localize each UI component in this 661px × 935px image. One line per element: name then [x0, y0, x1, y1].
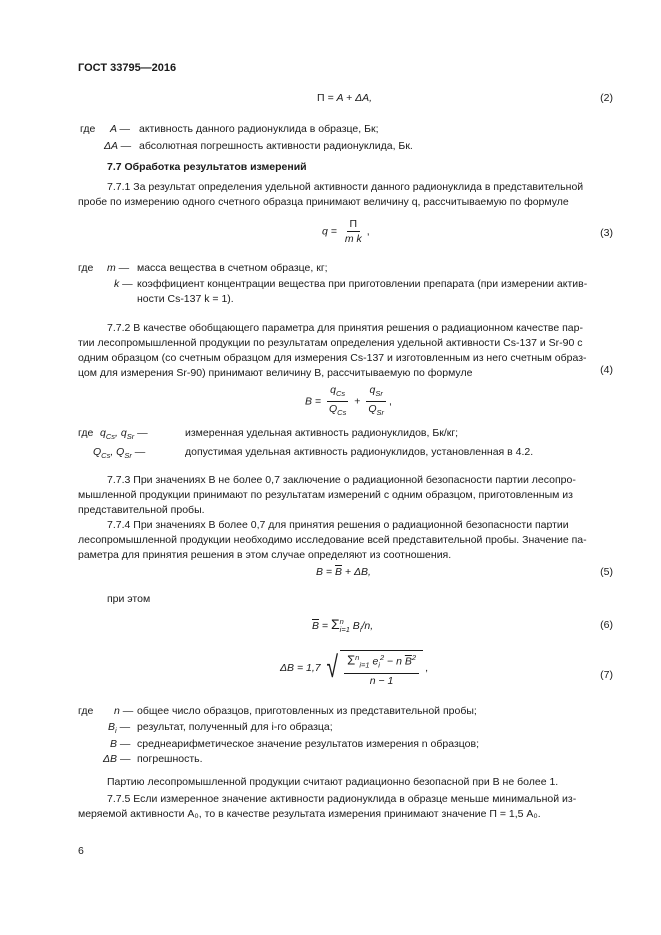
eq3-tail: ,: [366, 225, 370, 238]
eq5-lhs: B =: [316, 566, 333, 578]
equation-2: [317, 92, 372, 104]
def4-db-symbol: ΔB —: [103, 753, 131, 765]
eq7-tail: ,: [425, 662, 428, 675]
p772-line4: цом для измерения Sr-90) принимают величину B, рассчитываемую по формуле: [78, 367, 473, 379]
def4-bi-text: результат, полученный для i-го образца;: [137, 721, 333, 733]
def2-k-symbol: k —: [114, 278, 133, 290]
eq3-denominator: m k: [344, 233, 362, 245]
eq3-lhs: q =: [322, 225, 337, 238]
equation-4: [305, 384, 392, 419]
def4-bi-symbol: $B_i$ —: [108, 721, 131, 736]
p771-line2: пробе по измерению одного счетного образца принимают величину q, рассчитываемую по формуле: [78, 196, 569, 208]
def4-b-text: среднеарифметическое значение результатов измерения n образцов;: [137, 738, 480, 750]
def2-m-text: масса вещества в счетном образце, кг;: [137, 262, 328, 274]
eq4-plus: +: [354, 395, 361, 408]
equation-6: [312, 616, 373, 634]
eq3-numerator: П: [347, 218, 361, 232]
eq4-tail: ,: [388, 395, 392, 408]
eq2-lhs: П: [317, 92, 325, 104]
eq6-sum: Σ: [331, 616, 340, 632]
equation-3-number: (3): [600, 227, 613, 239]
def4-n-text: общее число образцов, приготовленных из представительной пробы;: [137, 705, 477, 717]
def1-lead: где: [80, 123, 96, 135]
pri-etom: при этом: [107, 593, 151, 605]
equation-5: [316, 566, 371, 578]
p772-line1: 7.7.2 В качестве обобщающего параметра для принятия решения о радиационном качестве пар-: [107, 322, 583, 334]
def4-n-symbol: n —: [114, 705, 134, 717]
def3-q-text: измеренная удельная активность радионуклидов, Бк/кг;: [185, 427, 459, 439]
equation-5-number: (5): [600, 566, 613, 578]
eq5-rhs: + ΔB,: [344, 566, 371, 578]
eq7-numerator: $\Sigma^n_{i=1}$ $e_i^2 - n$ $\overline{B}^2$: [344, 652, 419, 674]
eq7-sqrt: [324, 650, 423, 687]
def4-b-symbol: B —: [110, 738, 131, 750]
def1-a-text: активность данного радионуклида в образце, Бк;: [139, 123, 379, 135]
sqrt-icon: √: [326, 651, 338, 685]
p773-line2: мышленной продукции принимают по результатам измерений с одним образцом, приготовленным из: [78, 489, 573, 501]
eq4-num2: $q_{Sr}$: [366, 384, 385, 402]
equation-2-number: (2): [600, 92, 613, 104]
eq4-lhs: B =: [305, 395, 322, 408]
p773-line1: 7.7.3 При значениях B не более 0,7 заключение о радиационной безопасности партии лесопро-: [107, 474, 576, 486]
eq6-tail: /n,: [361, 620, 374, 632]
p771-line1: 7.7.1 За результат определения удельной активности данного радионуклида в представительной: [107, 181, 584, 193]
p774-line3: раметра для принятия решения в этом случае определяют из соотношения.: [78, 549, 452, 561]
equation-6-number: (6): [600, 619, 613, 631]
eq6-b-sub: i: [359, 625, 362, 635]
document-header: ГОСТ 33795—2016: [78, 62, 177, 74]
def2-k-text1: коэффициент концентрации вещества при приготовлении препарата (при измерении актив-: [137, 278, 588, 290]
eq7-lhs: ΔB = 1,7: [280, 662, 321, 675]
def3-lead: где: [78, 427, 94, 439]
def1-da-text: абсолютная погрешность активности радионуклида, Бк.: [139, 140, 413, 152]
p772-line2: тии лесопромышленной продукции по результатам определения удельной активности Cs-137 и Sr-90 с: [78, 337, 583, 349]
eq4-fraction-2: [365, 384, 387, 419]
p774-line2: лесопромышленной продукции необходимо исследование всей представительной пробы. Значение па-: [78, 534, 587, 546]
def2-lead: где: [78, 262, 94, 274]
page-number: 6: [78, 845, 84, 857]
def2-m-symbol: m —: [107, 262, 130, 274]
eq3-fraction: [342, 218, 365, 245]
eq7-denominator: n − 1: [369, 674, 394, 687]
def2-k-text2: ности Cs-137 k = 1).: [137, 293, 234, 305]
p774-line1: 7.7.4 При значениях B более 0,7 для принятия решения о радиационной безопасности партии: [107, 519, 569, 531]
eq6-sum-bot: i=1: [339, 625, 350, 635]
def1-a-symbol: A —: [110, 123, 131, 135]
def4-lead: где: [78, 705, 94, 717]
eq4-den1: $Q_{Cs}$: [328, 403, 347, 418]
p775-line1: 7.7.5 Если измеренное значение активности радионуклида в образце меньше минимальной из-: [107, 793, 577, 805]
p772-line3: одним образцом (со счетным образцом для измерения Cs-137 и изготовленным из него счетным образ-: [78, 352, 587, 364]
def1-da-symbol: ΔA —: [104, 140, 132, 152]
p775-line2: меряемой активности A₀, то в качестве результата измерения принимают значение П = 1,5 A₀.: [78, 808, 541, 820]
equation-7-number: (7): [600, 669, 613, 681]
eq7-fraction: [344, 652, 419, 687]
equation-3: [322, 218, 370, 245]
p-final: Партию лесопромышленной продукции считают радиационно безопасной при B не более 1.: [107, 776, 559, 788]
p773-line3: представительной пробы.: [78, 504, 205, 516]
eq6-bbar: $\overline{B}$: [312, 620, 320, 632]
def3-Q-text: допустимая удельная активность радионуклидов, установленная в 4.2.: [185, 446, 534, 458]
eq6-sum-top: n: [339, 617, 344, 627]
eq2-rhs: = A + ΔA,: [327, 92, 373, 104]
def4-db-text: погрешность.: [137, 753, 203, 765]
equation-7: [280, 650, 428, 687]
eq4-den2: $Q_{Sr}$: [368, 403, 384, 418]
eq6-b: B: [352, 620, 360, 632]
section-title: 7.7 Обработка результатов измерений: [107, 161, 307, 173]
eq4-num1: $q_{Cs}$: [327, 384, 348, 402]
def3-q-symbols: $q_{Cs}$, $q_{Sr}$ —: [100, 427, 148, 442]
eq4-fraction-1: [326, 384, 349, 419]
def3-Q-symbols: $Q_{Cs}$, $Q_{Sr}$ —: [93, 446, 146, 461]
eq5-bbar: $\overline{B}$: [334, 566, 342, 578]
equation-4-number: (4): [600, 364, 613, 376]
eq6-equals: =: [321, 620, 329, 632]
